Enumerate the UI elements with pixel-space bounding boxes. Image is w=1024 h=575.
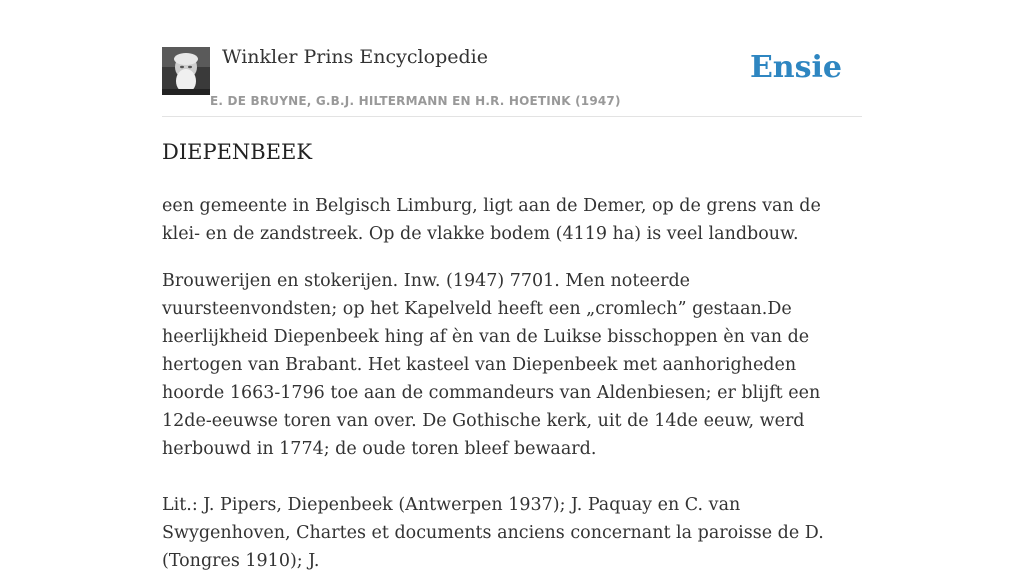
site-header bbox=[162, 44, 862, 117]
brand-logo[interactable]: Ensie bbox=[749, 50, 842, 85]
article-body bbox=[162, 192, 862, 575]
article-title: DIEPENBEEK bbox=[162, 140, 313, 164]
article-paragraph: Brouwerijen en stokerijen. Inw. (1947) 7701. Men noteerde vuursteenvondsten; op het Kapelveld heeft een „cromlech” gestaan.De heerlijkheid Diepenbeek hing af èn van de Luikse bisschoppen èn van de hertogen van Brabant. Het kasteel van Diepenbeek met aanhorigheden hoorde 1663-1796 toe aan de commandeurs van Aldenbiesen; er blijft een 12de-eeuwse toren van over. De Gothische kerk, uit de 14de eeuw, werd herbouwd in 1774; de oude toren bleef bewaard. bbox=[162, 271, 821, 459]
source-title[interactable]: Winkler Prins Encyclopedie bbox=[222, 46, 488, 68]
author-portrait-icon[interactable] bbox=[162, 47, 210, 95]
source-authors: E. DE BRUYNE, G.B.J. HILTERMANN EN H.R. HOETINK (1947) bbox=[210, 94, 621, 108]
page bbox=[162, 0, 862, 571]
article-paragraph: een gemeente in Belgisch Limburg, ligt aan de Demer, op de grens van de klei- en de zandstreek. Op de vlakke bodem (4119 ha) is veel landbouw. bbox=[162, 196, 821, 244]
article-paragraph: Lit.: J. Pipers, Diepenbeek (Antwerpen 1937); J. Paquay en C. van Swygenhoven, Chartes et documents anciens concernant la paroisse de D. (Tongres 1910); J. bbox=[162, 495, 824, 571]
